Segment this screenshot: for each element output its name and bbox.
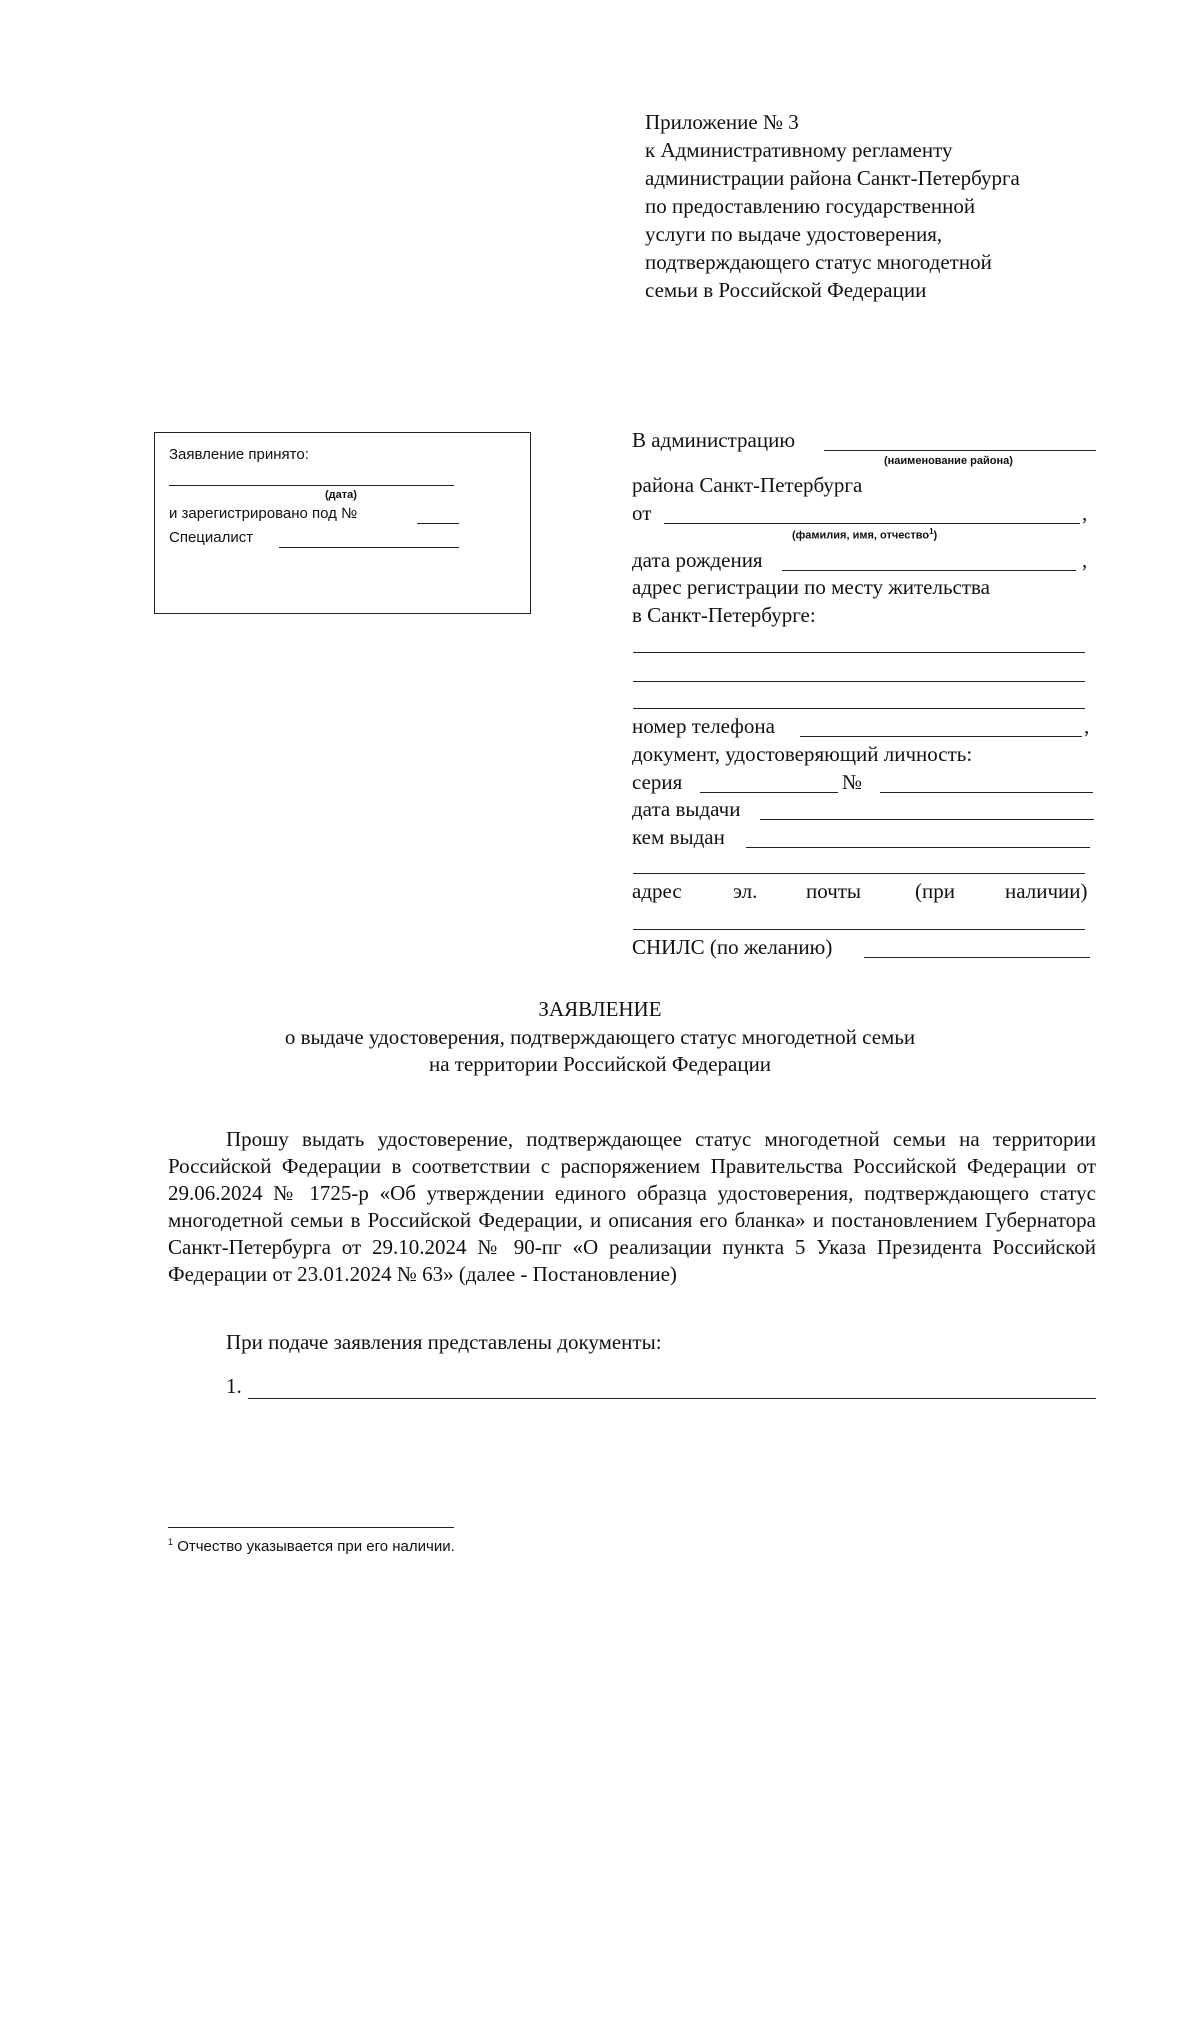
- footnote: [168, 1537, 455, 1555]
- specialist-line[interactable]: [279, 547, 459, 548]
- issue-date-line[interactable]: [760, 819, 1094, 820]
- phone-line[interactable]: [800, 736, 1082, 737]
- email-line[interactable]: [633, 929, 1085, 930]
- documents-intro: При подаче заявления представлены документы:: [226, 1330, 662, 1354]
- specialist-label: Специалист: [169, 529, 254, 546]
- footnote-text: Отчество указывается при его наличии.: [177, 1538, 455, 1555]
- footnote-mark: 1: [168, 1537, 174, 1547]
- appendix-header: [645, 108, 1020, 304]
- address-line-2[interactable]: [633, 681, 1085, 682]
- number-line[interactable]: [880, 792, 1093, 793]
- document-subtitle-2: на территории Российской Федерации: [428, 1052, 772, 1076]
- accepted-label: Заявление принято:: [169, 446, 309, 463]
- address-line-1[interactable]: [633, 652, 1085, 653]
- city-label: района Санкт-Петербурга: [632, 473, 863, 497]
- appendix-line: к Административному регламенту: [645, 138, 953, 162]
- request-paragraph: [168, 1126, 1096, 1288]
- email-word: почты: [806, 879, 862, 903]
- appendix-line: семьи в Российской Федерации: [645, 278, 927, 302]
- series-label: серия: [632, 770, 683, 794]
- to-admin-label: В администрацию: [632, 428, 796, 452]
- birth-date-label: дата рождения: [632, 548, 763, 572]
- fio-comma: ,: [1082, 501, 1088, 525]
- fio-caption: (фамилия, имя, отчество$^1$): [792, 527, 938, 542]
- phone-comma: ,: [1084, 714, 1090, 738]
- document-title: ЗАЯВЛЕНИЕ: [538, 997, 662, 1021]
- email-word: эл.: [733, 879, 758, 903]
- phone-label: номер телефона: [632, 714, 775, 738]
- reg-address-label-1: адрес регистрации по месту жительства: [632, 575, 990, 599]
- issue-date-label: дата выдачи: [632, 797, 741, 821]
- registration-number-line[interactable]: [417, 523, 459, 524]
- document-item-number: 1.: [226, 1374, 242, 1398]
- appendix-line: администрации района Санкт-Петербурга: [645, 166, 1020, 190]
- date-caption: (дата): [325, 489, 357, 501]
- birth-date-line[interactable]: [782, 570, 1076, 571]
- appendix-line: по предоставлению государственной: [645, 194, 976, 218]
- footnote-separator: [168, 1527, 454, 1528]
- district-line[interactable]: [824, 450, 1096, 451]
- appendix-line: подтверждающего статус многодетной: [645, 250, 992, 274]
- email-word: адрес: [632, 879, 682, 903]
- id-doc-label: документ, удостоверяющий личность:: [632, 742, 973, 766]
- issued-by-line-2[interactable]: [633, 873, 1085, 874]
- document-subtitle-1: о выдаче удостоверения, подтверждающего статус многодетной семьи: [284, 1025, 916, 1049]
- document-item-line[interactable]: [248, 1398, 1096, 1399]
- email-word: наличии): [1005, 879, 1088, 903]
- address-line-3[interactable]: [633, 708, 1085, 709]
- date-line[interactable]: [169, 485, 454, 486]
- appendix-line: услуги по выдаче удостоверения,: [645, 222, 943, 246]
- request-text: Прошу выдать удостоверение, подтверждающее статус многодетной семьи на территории Российской Федерации в соответствии с распоряжением Правительства Российской Федерации от 29.06.2024 № 1725-р «Об утверждении единого образца удостоверения, подтверждающего статус многодетной семьи в Российской Федерации, и описания его бланка» и постановлением Губернатора Санкт-Петербурга от 29.10.2024 № 90-пг «О реализации пункта 5 Указа Президента Российской Федерации от 23.01.2024 № 63» (далее - Постановление): [168, 1127, 1096, 1286]
- series-line[interactable]: [700, 792, 838, 793]
- reg-address-label-2: в Санкт-Петербурге:: [632, 603, 816, 627]
- issued-by-line[interactable]: [746, 847, 1090, 848]
- number-label: №: [842, 770, 863, 794]
- fio-line[interactable]: [664, 523, 1080, 524]
- reception-stamp-box: [154, 432, 531, 614]
- district-caption: (наименование района): [884, 455, 1013, 467]
- registered-label: и зарегистрировано под №: [169, 505, 358, 522]
- appendix-line: Приложение № 3: [645, 110, 799, 134]
- from-label: от: [632, 501, 652, 525]
- issued-by-label: кем выдан: [632, 825, 725, 849]
- snils-label: СНИЛС (по желанию): [632, 935, 833, 959]
- birth-date-comma: ,: [1082, 548, 1088, 572]
- email-word: (при: [915, 879, 955, 903]
- snils-line[interactable]: [864, 957, 1090, 958]
